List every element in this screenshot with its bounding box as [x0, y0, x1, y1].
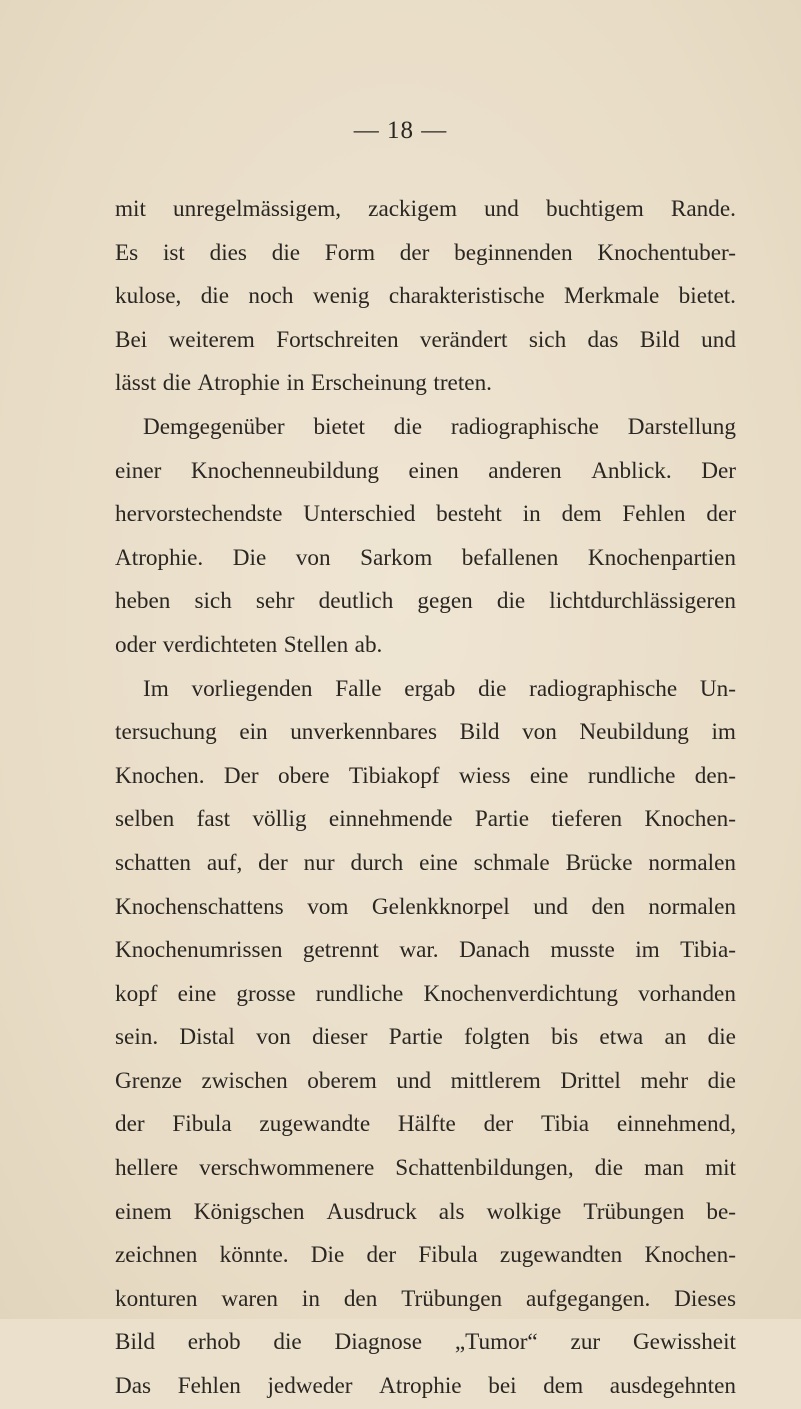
- text-line: Es ist dies die Form der beginnenden Knochentuber-: [115, 239, 736, 266]
- body-text: [115, 188, 736, 1409]
- text-line: selben fast völlig einnehmende Partie tieferen Knochen-: [115, 806, 736, 833]
- paragraph: [115, 406, 736, 668]
- text-line: tersuchung ein unverkennbares Bild von Neubildung im: [115, 719, 736, 746]
- page-number: — 18 —: [353, 117, 448, 144]
- text-line: einer Knochenneubildung einen anderen Anblick. Der: [115, 457, 736, 484]
- text-line: Bei weiterem Fortschreiten verändert sich das Bild und: [115, 326, 736, 353]
- paragraph: [115, 668, 736, 1409]
- text-line: Demgegenüber bietet die radiographische Darstellung: [143, 413, 736, 440]
- text-line: Knochenschattens vom Gelenkknorpel und den normalen: [115, 893, 736, 920]
- text-line: schatten auf, der nur durch eine schmale Brücke normalen: [115, 849, 736, 876]
- text-line: hellere verschwommenere Schattenbildungen, die man mit: [115, 1155, 736, 1182]
- text-line: Knochen. Der obere Tibiakopf wiess eine rundliche den-: [115, 762, 736, 789]
- text-line: konturen waren in den Trübungen aufgegangen. Dieses: [115, 1285, 736, 1312]
- text-line: kopf eine grosse rundliche Knochenverdichtung vorhanden: [115, 980, 736, 1007]
- text-line: oder verdichteten Stellen ab.: [115, 631, 383, 658]
- paragraph: [115, 188, 736, 406]
- text-line: zeichnen könnte. Die der Fibula zugewandten Knochen-: [115, 1242, 736, 1269]
- text-line: Knochenumrissen getrennt war. Danach musste im Tibia-: [115, 937, 736, 964]
- text-line: einem Königschen Ausdruck als wolkige Trübungen be-: [115, 1198, 736, 1225]
- text-line: Im vorliegenden Falle ergab die radiographische Un-: [143, 675, 736, 702]
- text-line: heben sich sehr deutlich gegen die lichtdurchlässigeren: [115, 588, 736, 615]
- text-line: hervorstechendste Unterschied besteht in dem Fehlen der: [115, 501, 736, 528]
- text-line: sein. Distal von dieser Partie folgten bis etwa an die: [115, 1024, 736, 1051]
- text-line: der Fibula zugewandte Hälfte der Tibia einnehmend,: [115, 1111, 736, 1138]
- text-line: Grenze zwischen oberem und mittlerem Drittel mehr die: [115, 1067, 736, 1094]
- text-line: mit unregelmässigem, zackigem und buchtigem Rande.: [115, 196, 736, 222]
- text-line: kulose, die noch wenig charakteristische Merkmale bietet.: [115, 283, 736, 310]
- text-line: lässt die Atrophie in Erscheinung treten.: [115, 370, 492, 397]
- text-line: Das Fehlen jedweder Atrophie bei dem ausdegehnten: [115, 1373, 736, 1400]
- text-line: Bild erhob die Diagnose „Tumor“ zur Gewissheit: [115, 1329, 736, 1356]
- text-line: Atrophie. Die von Sarkom befallenen Knochenpartien: [115, 544, 736, 571]
